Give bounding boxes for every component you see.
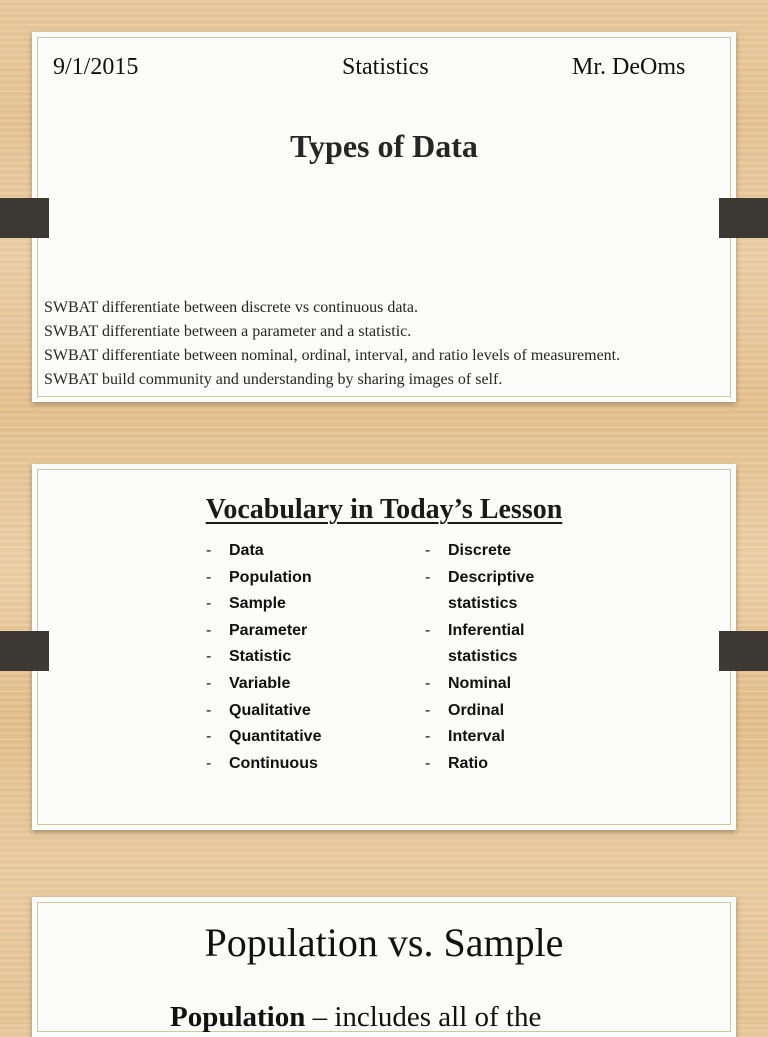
slide-date: 9/1/2015 xyxy=(53,54,139,80)
binder-tab-left xyxy=(0,631,49,671)
binder-tab-right xyxy=(719,198,768,238)
vocab-item: - Ratio xyxy=(425,754,488,772)
vocab-item: - Qualitative xyxy=(206,701,311,719)
vocab-item: - Variable xyxy=(206,674,291,692)
vocab-item: - Ordinal xyxy=(425,701,505,719)
vocab-item: - Parameter xyxy=(206,621,308,639)
definition-text: Population – includes all of the xyxy=(170,1001,542,1033)
vocabulary-column-1 xyxy=(206,538,321,777)
vocab-item: - Interval xyxy=(425,728,505,746)
vocab-item: - Quantitative xyxy=(206,728,322,746)
vocab-item: - Inferential statistics xyxy=(425,621,525,666)
slide-types-of-data xyxy=(32,32,736,402)
slide-title: Types of Data xyxy=(290,128,478,164)
slide-teacher: Mr. DeOms xyxy=(572,54,686,80)
vocab-item: - Discrete xyxy=(425,542,512,559)
slide-vocabulary xyxy=(32,464,736,830)
vocabulary-title: Vocabulary in Today’s Lesson xyxy=(205,494,563,525)
slide-subject: Statistics xyxy=(342,54,429,80)
definition-term: Population xyxy=(170,1001,306,1033)
binder-tab-right xyxy=(719,631,768,671)
vocab-item: - Continuous xyxy=(206,754,318,772)
vocab-item: - Data xyxy=(206,542,264,559)
objective-item: SWBAT build community and understanding by sharing images of self. xyxy=(44,371,503,388)
slide-population-vs-sample xyxy=(32,897,736,1037)
vocab-item: - Sample xyxy=(206,595,286,613)
vocab-item: - Nominal xyxy=(425,674,512,692)
vocab-item: - Descriptive statistics xyxy=(425,568,535,613)
binder-tab-left xyxy=(0,198,49,238)
vocab-item: - Population xyxy=(206,568,312,586)
objective-item: SWBAT differentiate between a parameter and a statistic. xyxy=(44,323,412,340)
objective-item: SWBAT differentiate between discrete vs continuous data. xyxy=(44,299,418,316)
vocab-item: - Statistic xyxy=(206,648,292,666)
vocabulary-column-2 xyxy=(425,538,534,777)
slide-title: Population vs. Sample xyxy=(204,920,564,965)
objective-item: SWBAT differentiate between nominal, ordinal, interval, and ratio levels of measurement. xyxy=(44,347,621,364)
objectives-list xyxy=(44,296,620,392)
